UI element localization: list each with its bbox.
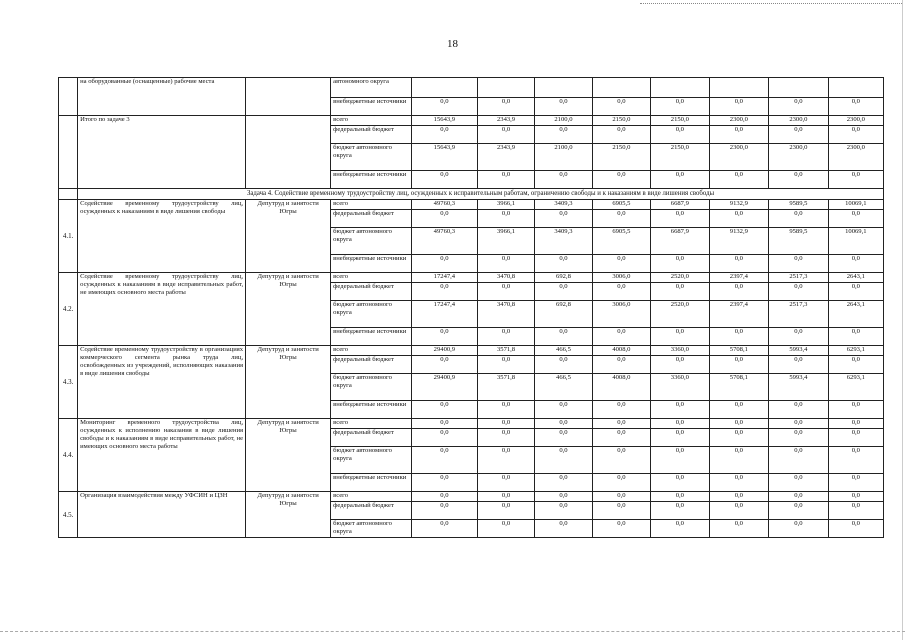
amount-cell: 2300,0 bbox=[828, 144, 883, 171]
amount-cell: 10069,1 bbox=[828, 228, 883, 255]
amount-cell: 0,0 bbox=[651, 126, 709, 144]
funding-source: всего bbox=[331, 346, 412, 356]
funding-source: федеральный бюджет bbox=[331, 356, 412, 374]
amount-cell: 0,0 bbox=[709, 255, 769, 273]
funding-source: внебюджетные источники bbox=[331, 401, 412, 419]
amount-cell: 2343,9 bbox=[477, 144, 534, 171]
amount-cell: 0,0 bbox=[769, 502, 829, 520]
amount-cell: 0,0 bbox=[828, 210, 883, 228]
amount-cell: 15643,9 bbox=[411, 144, 477, 171]
amount-cell bbox=[411, 78, 477, 98]
amount-cell: 0,0 bbox=[592, 210, 650, 228]
amount-cell: 2517,3 bbox=[769, 301, 829, 328]
amount-cell: 2397,4 bbox=[709, 273, 769, 283]
amount-cell: 0,0 bbox=[769, 210, 829, 228]
amount-cell: 0,0 bbox=[592, 356, 650, 374]
item-number: 4.4. bbox=[59, 419, 78, 492]
amount-cell: 0,0 bbox=[535, 447, 592, 474]
amount-cell: 0,0 bbox=[709, 474, 769, 492]
amount-cell: 0,0 bbox=[411, 356, 477, 374]
amount-cell: 0,0 bbox=[592, 171, 650, 189]
funding-source: внебюджетные источники bbox=[331, 328, 412, 346]
amount-cell: 0,0 bbox=[651, 401, 709, 419]
task-heading-blank bbox=[59, 189, 78, 200]
amount-cell: 2300,0 bbox=[709, 116, 769, 126]
amount-cell: 0,0 bbox=[651, 356, 709, 374]
amount-cell: 0,0 bbox=[535, 419, 592, 429]
funding-source: всего bbox=[331, 116, 412, 126]
item-title: Мониторинг временного трудоустройства лиц, осужденных к исполнению наказания в виде лишения свободы и к наказаниям в виде исправительных работ, не имеющих основного места работы bbox=[78, 419, 246, 492]
amount-cell: 0,0 bbox=[651, 283, 709, 301]
amount-cell: 6687,9 bbox=[651, 228, 709, 255]
amount-cell: 0,0 bbox=[709, 356, 769, 374]
amount-cell: 6293,1 bbox=[828, 346, 883, 356]
amount-cell: 0,0 bbox=[769, 520, 829, 538]
amount-cell: 3966,1 bbox=[477, 228, 534, 255]
program-finance-table bbox=[58, 77, 884, 538]
amount-cell: 0,0 bbox=[769, 255, 829, 273]
amount-cell: 0,0 bbox=[709, 328, 769, 346]
amount-cell: 0,0 bbox=[769, 419, 829, 429]
funding-source: бюджет автономного округа bbox=[331, 374, 412, 401]
amount-cell: 2150,0 bbox=[651, 144, 709, 171]
amount-cell: 49760,3 bbox=[411, 228, 477, 255]
amount-cell: 0,0 bbox=[477, 98, 534, 116]
amount-cell: 0,0 bbox=[477, 328, 534, 346]
amount-cell: 0,0 bbox=[535, 210, 592, 228]
amount-cell: 0,0 bbox=[411, 419, 477, 429]
amount-cell: 0,0 bbox=[828, 356, 883, 374]
amount-cell: 6905,5 bbox=[592, 228, 650, 255]
amount-cell: 3470,8 bbox=[477, 273, 534, 283]
amount-cell: 466,5 bbox=[535, 374, 592, 401]
amount-cell: 0,0 bbox=[411, 283, 477, 301]
amount-cell: 49760,3 bbox=[411, 200, 477, 210]
funding-source: всего bbox=[331, 419, 412, 429]
amount-cell: 3360,0 bbox=[651, 346, 709, 356]
amount-cell: 0,0 bbox=[477, 492, 534, 502]
item-title: Содействие временному трудоустройству лиц, осужденных к наказаниям в виде исправительных работ, не имеющих основного места работы bbox=[78, 273, 246, 346]
table-row bbox=[59, 346, 884, 356]
amount-cell: 3006,0 bbox=[592, 301, 650, 328]
amount-cell: 17247,4 bbox=[411, 301, 477, 328]
table-row bbox=[59, 78, 884, 98]
amount-cell: 0,0 bbox=[651, 429, 709, 447]
amount-cell: 29400,9 bbox=[411, 346, 477, 356]
amount-cell: 0,0 bbox=[651, 255, 709, 273]
item-title: Содействие временному трудоустройству лиц, осужденных к наказаниям в виде лишения свободы bbox=[78, 200, 246, 273]
amount-cell: 0,0 bbox=[592, 98, 650, 116]
amount-cell: 0,0 bbox=[592, 492, 650, 502]
amount-cell: 2300,0 bbox=[769, 144, 829, 171]
scan-edge-bottom bbox=[0, 631, 905, 632]
amount-cell: 2300,0 bbox=[828, 116, 883, 126]
amount-cell: 5708,1 bbox=[709, 374, 769, 401]
amount-cell bbox=[535, 78, 592, 98]
amount-cell: 2643,1 bbox=[828, 273, 883, 283]
amount-cell: 3571,8 bbox=[477, 346, 534, 356]
amount-cell: 0,0 bbox=[535, 171, 592, 189]
item-title: Организация взаимодействия между УФСИН и ЦЗН bbox=[78, 492, 246, 538]
amount-cell: 2397,4 bbox=[709, 301, 769, 328]
item-number: 4.1. bbox=[59, 200, 78, 273]
funding-source: всего bbox=[331, 492, 412, 502]
amount-cell: 0,0 bbox=[828, 520, 883, 538]
amount-cell: 2150,0 bbox=[592, 116, 650, 126]
amount-cell: 0,0 bbox=[477, 447, 534, 474]
amount-cell: 29400,9 bbox=[411, 374, 477, 401]
amount-cell: 6687,9 bbox=[651, 200, 709, 210]
amount-cell: 692,8 bbox=[535, 301, 592, 328]
amount-cell: 0,0 bbox=[535, 474, 592, 492]
funding-source: бюджет автономного округа bbox=[331, 301, 412, 328]
item-number: 4.2. bbox=[59, 273, 78, 346]
amount-cell: 0,0 bbox=[828, 474, 883, 492]
item-executor: Депутруд и занятости Югры bbox=[246, 419, 331, 492]
amount-cell: 3006,0 bbox=[592, 273, 650, 283]
amount-cell: 0,0 bbox=[535, 502, 592, 520]
amount-cell: 0,0 bbox=[651, 447, 709, 474]
amount-cell: 0,0 bbox=[769, 474, 829, 492]
funding-source: федеральный бюджет bbox=[331, 210, 412, 228]
amount-cell: 0,0 bbox=[828, 419, 883, 429]
amount-cell: 692,8 bbox=[535, 273, 592, 283]
amount-cell: 2150,0 bbox=[651, 116, 709, 126]
table-row bbox=[59, 273, 884, 283]
scan-edge-right bbox=[902, 0, 903, 640]
amount-cell: 0,0 bbox=[651, 210, 709, 228]
amount-cell: 0,0 bbox=[477, 520, 534, 538]
amount-cell: 0,0 bbox=[709, 492, 769, 502]
amount-cell: 0,0 bbox=[592, 447, 650, 474]
amount-cell: 0,0 bbox=[592, 502, 650, 520]
amount-cell: 0,0 bbox=[592, 520, 650, 538]
amount-cell: 0,0 bbox=[592, 474, 650, 492]
amount-cell: 0,0 bbox=[477, 171, 534, 189]
amount-cell: 2300,0 bbox=[769, 116, 829, 126]
amount-cell: 0,0 bbox=[592, 401, 650, 419]
amount-cell: 17247,4 bbox=[411, 273, 477, 283]
amount-cell: 0,0 bbox=[769, 126, 829, 144]
amount-cell: 0,0 bbox=[411, 447, 477, 474]
funding-source: автономного округа bbox=[331, 78, 412, 98]
amount-cell: 0,0 bbox=[535, 98, 592, 116]
amount-cell: 0,0 bbox=[709, 429, 769, 447]
amount-cell: 0,0 bbox=[828, 171, 883, 189]
item-title: на оборудованные (оснащенные) рабочие места bbox=[78, 78, 246, 116]
amount-cell: 3966,1 bbox=[477, 200, 534, 210]
item-number bbox=[59, 78, 78, 116]
amount-cell: 0,0 bbox=[709, 283, 769, 301]
amount-cell: 0,0 bbox=[828, 98, 883, 116]
amount-cell: 0,0 bbox=[477, 474, 534, 492]
item-number bbox=[59, 116, 78, 189]
amount-cell bbox=[709, 78, 769, 98]
amount-cell: 0,0 bbox=[535, 401, 592, 419]
table-row bbox=[59, 419, 884, 429]
funding-source: федеральный бюджет bbox=[331, 429, 412, 447]
amount-cell: 5708,1 bbox=[709, 346, 769, 356]
table-row bbox=[59, 116, 884, 126]
amount-cell: 0,0 bbox=[535, 520, 592, 538]
amount-cell: 2517,3 bbox=[769, 273, 829, 283]
amount-cell: 4008,0 bbox=[592, 374, 650, 401]
amount-cell: 9132,9 bbox=[709, 200, 769, 210]
amount-cell: 0,0 bbox=[769, 98, 829, 116]
amount-cell: 0,0 bbox=[769, 447, 829, 474]
amount-cell: 9132,9 bbox=[709, 228, 769, 255]
amount-cell: 0,0 bbox=[411, 126, 477, 144]
amount-cell: 0,0 bbox=[769, 328, 829, 346]
amount-cell: 0,0 bbox=[828, 283, 883, 301]
amount-cell bbox=[828, 78, 883, 98]
amount-cell: 0,0 bbox=[592, 429, 650, 447]
amount-cell: 0,0 bbox=[828, 328, 883, 346]
amount-cell: 0,0 bbox=[535, 356, 592, 374]
item-executor: Депутруд и занятости Югры bbox=[246, 346, 331, 419]
item-executor: Депутруд и занятости Югры bbox=[246, 200, 331, 273]
amount-cell: 3409,3 bbox=[535, 228, 592, 255]
item-executor bbox=[246, 116, 331, 189]
amount-cell: 0,0 bbox=[769, 401, 829, 419]
amount-cell: 0,0 bbox=[477, 419, 534, 429]
amount-cell: 0,0 bbox=[477, 401, 534, 419]
amount-cell: 0,0 bbox=[651, 520, 709, 538]
amount-cell: 2300,0 bbox=[709, 144, 769, 171]
amount-cell: 3409,3 bbox=[535, 200, 592, 210]
amount-cell bbox=[769, 78, 829, 98]
amount-cell: 2520,0 bbox=[651, 273, 709, 283]
funding-source: бюджет автономного округа bbox=[331, 447, 412, 474]
amount-cell: 0,0 bbox=[651, 419, 709, 429]
funding-source: бюджет автономного округа bbox=[331, 144, 412, 171]
amount-cell: 0,0 bbox=[535, 255, 592, 273]
amount-cell: 0,0 bbox=[709, 520, 769, 538]
amount-cell bbox=[477, 78, 534, 98]
item-title: Содействие временному трудоустройству в организациях коммерческого сегмента рынка труда лиц, освобожденных из учреждений, исполняющих наказания в виде лишения свободы bbox=[78, 346, 246, 419]
amount-cell bbox=[651, 78, 709, 98]
amount-cell: 0,0 bbox=[411, 474, 477, 492]
amount-cell: 0,0 bbox=[828, 255, 883, 273]
table-row bbox=[59, 200, 884, 210]
amount-cell: 0,0 bbox=[535, 126, 592, 144]
amount-cell: 0,0 bbox=[592, 126, 650, 144]
amount-cell: 0,0 bbox=[709, 126, 769, 144]
amount-cell: 0,0 bbox=[411, 429, 477, 447]
amount-cell: 0,0 bbox=[828, 502, 883, 520]
task-heading-row bbox=[59, 189, 884, 200]
task-4-heading: Задача 4. Содействие временному трудоустройству лиц, осужденных к исправительным работам, ограничению свободы и к наказаниям в виде лишения свободы bbox=[78, 189, 884, 200]
amount-cell: 0,0 bbox=[828, 401, 883, 419]
amount-cell: 0,0 bbox=[477, 356, 534, 374]
amount-cell: 4008,0 bbox=[592, 346, 650, 356]
amount-cell: 5993,4 bbox=[769, 374, 829, 401]
funding-source: всего bbox=[331, 200, 412, 210]
amount-cell: 0,0 bbox=[535, 429, 592, 447]
item-executor: Депутруд и занятости Югры bbox=[246, 492, 331, 538]
funding-source: внебюджетные источники bbox=[331, 474, 412, 492]
item-title: Итого по задаче 3 bbox=[78, 116, 246, 189]
amount-cell: 6293,1 bbox=[828, 374, 883, 401]
amount-cell: 0,0 bbox=[592, 419, 650, 429]
funding-source: внебюджетные источники bbox=[331, 98, 412, 116]
amount-cell: 0,0 bbox=[828, 126, 883, 144]
amount-cell: 0,0 bbox=[477, 255, 534, 273]
item-number: 4.5. bbox=[59, 492, 78, 538]
funding-source: федеральный бюджет bbox=[331, 126, 412, 144]
amount-cell: 0,0 bbox=[828, 492, 883, 502]
amount-cell: 0,0 bbox=[651, 328, 709, 346]
amount-cell: 0,0 bbox=[411, 492, 477, 502]
amount-cell bbox=[592, 78, 650, 98]
item-executor bbox=[246, 78, 331, 116]
amount-cell: 0,0 bbox=[411, 210, 477, 228]
amount-cell: 0,0 bbox=[411, 171, 477, 189]
funding-source: бюджет автономного округа bbox=[331, 520, 412, 538]
amount-cell: 0,0 bbox=[592, 255, 650, 273]
table-row bbox=[59, 492, 884, 502]
amount-cell: 9589,5 bbox=[769, 228, 829, 255]
amount-cell: 466,5 bbox=[535, 346, 592, 356]
amount-cell: 0,0 bbox=[535, 492, 592, 502]
amount-cell: 3360,0 bbox=[651, 374, 709, 401]
amount-cell: 0,0 bbox=[477, 126, 534, 144]
amount-cell: 9589,5 bbox=[769, 200, 829, 210]
amount-cell: 0,0 bbox=[651, 98, 709, 116]
amount-cell: 0,0 bbox=[651, 474, 709, 492]
amount-cell: 2343,9 bbox=[477, 116, 534, 126]
funding-source: внебюджетные источники bbox=[331, 255, 412, 273]
amount-cell: 0,0 bbox=[651, 171, 709, 189]
funding-source: внебюджетные источники bbox=[331, 171, 412, 189]
amount-cell: 6905,5 bbox=[592, 200, 650, 210]
amount-cell: 0,0 bbox=[769, 283, 829, 301]
amount-cell: 0,0 bbox=[828, 429, 883, 447]
amount-cell: 0,0 bbox=[709, 171, 769, 189]
amount-cell: 0,0 bbox=[709, 401, 769, 419]
amount-cell: 0,0 bbox=[592, 328, 650, 346]
funding-source: всего bbox=[331, 273, 412, 283]
funding-source: федеральный бюджет bbox=[331, 502, 412, 520]
amount-cell: 0,0 bbox=[411, 255, 477, 273]
amount-cell: 2643,1 bbox=[828, 301, 883, 328]
amount-cell: 0,0 bbox=[477, 502, 534, 520]
amount-cell: 0,0 bbox=[709, 98, 769, 116]
amount-cell: 0,0 bbox=[411, 520, 477, 538]
amount-cell: 10069,1 bbox=[828, 200, 883, 210]
page-number: 18 bbox=[447, 38, 458, 50]
amount-cell: 0,0 bbox=[709, 419, 769, 429]
table-body bbox=[59, 78, 884, 538]
amount-cell: 0,0 bbox=[651, 492, 709, 502]
amount-cell: 0,0 bbox=[769, 492, 829, 502]
amount-cell: 2100,0 bbox=[535, 116, 592, 126]
amount-cell: 0,0 bbox=[651, 502, 709, 520]
amount-cell: 0,0 bbox=[769, 429, 829, 447]
item-executor: Депутруд и занятости Югры bbox=[246, 273, 331, 346]
amount-cell: 0,0 bbox=[411, 328, 477, 346]
amount-cell: 0,0 bbox=[592, 283, 650, 301]
amount-cell: 0,0 bbox=[477, 429, 534, 447]
amount-cell: 0,0 bbox=[411, 401, 477, 419]
amount-cell: 15643,9 bbox=[411, 116, 477, 126]
amount-cell: 0,0 bbox=[411, 502, 477, 520]
amount-cell: 2100,0 bbox=[535, 144, 592, 171]
amount-cell: 2520,0 bbox=[651, 301, 709, 328]
amount-cell: 0,0 bbox=[828, 447, 883, 474]
funding-source: федеральный бюджет bbox=[331, 283, 412, 301]
amount-cell: 0,0 bbox=[709, 210, 769, 228]
amount-cell: 0,0 bbox=[709, 447, 769, 474]
amount-cell: 0,0 bbox=[769, 356, 829, 374]
amount-cell: 5993,4 bbox=[769, 346, 829, 356]
scan-edge-top bbox=[640, 3, 902, 4]
amount-cell: 0,0 bbox=[709, 502, 769, 520]
amount-cell: 0,0 bbox=[535, 328, 592, 346]
item-number: 4.3. bbox=[59, 346, 78, 419]
funding-source: бюджет автономного округа bbox=[331, 228, 412, 255]
amount-cell: 0,0 bbox=[477, 283, 534, 301]
amount-cell: 3571,8 bbox=[477, 374, 534, 401]
amount-cell: 3470,8 bbox=[477, 301, 534, 328]
amount-cell: 0,0 bbox=[411, 98, 477, 116]
amount-cell: 2150,0 bbox=[592, 144, 650, 171]
amount-cell: 0,0 bbox=[535, 283, 592, 301]
amount-cell: 0,0 bbox=[769, 171, 829, 189]
amount-cell: 0,0 bbox=[477, 210, 534, 228]
